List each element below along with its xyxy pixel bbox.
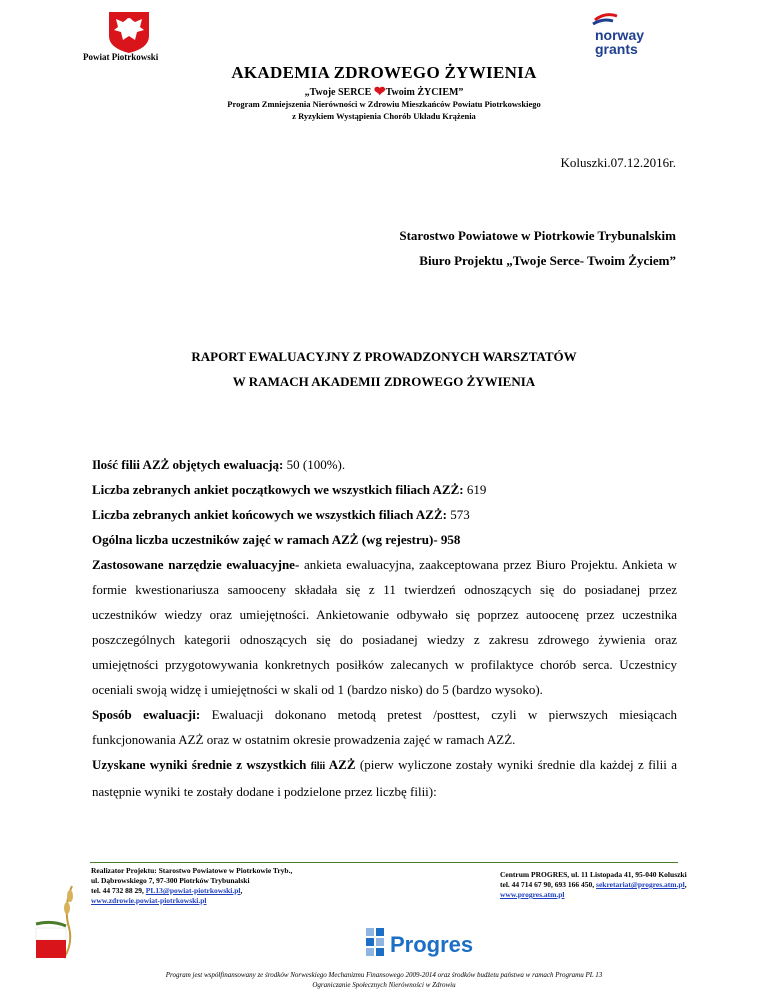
norway-grants-icon: [585, 10, 655, 58]
subtitle-part-1: „Twoje SERCE: [304, 87, 374, 98]
footer-centrum: Centrum PROGRES, ul. 11 Listopada 41, 95-040 Koluszki tel. 44 714 67 90, 693 166 450, sekretariat@progres.atm.pl, www.progres.atm.pl: [500, 870, 687, 899]
progres-grid-icon: [366, 928, 384, 956]
realizer-email-link[interactable]: PL13@powiat-piotrkowski.pl: [145, 886, 241, 895]
centrum-email-link[interactable]: sekretariat@progres.atm.pl: [596, 880, 685, 889]
paragraph-method: Sposób ewaluacji: Ewaluacji dokonano metodą pretest /posttest, czyli w pierwszych miesiącach funkcjonowania AZŻ oraz w ostatnim okresie prowadzenia zajęć w ramach AZŻ.: [92, 707, 678, 747]
funding-note: Program jest współfinansowany ze środków Norweskiego Mechanizmu Finansowego 2009-2014 oraz środków budżetu państwa w ramach Programu PL 13 Ograniczanie Społecznych Nierówności w Zdrowiu: [165, 971, 603, 989]
county-coat-of-arms-icon: [106, 10, 152, 54]
paragraph-results: Uzyskane wyniki średnie z wszystkich filii AZŻ (pierw wyliczone zostały wyniki średnie dla każdej z filii a następnie wyniki te zostały dodane i podzielone przez liczbę filii):: [92, 757, 677, 799]
recipient-line-2: Biuro Projektu „Twoje Serce- Twoim Życiem”: [419, 253, 676, 268]
stat-branches: Ilość filii AZŻ objętych ewaluacją: 50 (100%).: [92, 457, 346, 472]
subtitle-part-2: Twoim ŻYCIEM”: [385, 87, 464, 98]
recipient-line-1: Starostwo Powiatowe w Piotrkowie Trybunalskim: [399, 228, 676, 243]
grants-text: grants: [595, 41, 638, 57]
stat-participants: Ogólna liczba uczestników zajęć w ramach AZŻ (wg rejestru)- 958: [92, 532, 461, 547]
report-title-line-1: RAPORT EWALUACYJNY Z PROWADZONYCH WARSZTATÓW: [191, 349, 577, 364]
program-line-2: z Ryzykiem Wystąpienia Chorób Układu Krążenia: [292, 111, 476, 121]
realizer-website-link[interactable]: www.zdrowie.powiat-piotrkowski.pl: [91, 896, 207, 905]
paragraph-tool: Zastosowane narzędzie ewaluacyjne- ankieta ewaluacyjna, zaakceptowana przez Biuro Projektu. Ankieta w formie kwestionariusza samooceny składała się z 11 twierdzeń odnoszących się do posiadanej przez uczestników wiedzy oraz umiejętności. Ankietowanie odbywało się poprzez autoocenę przez uczestnika poszczególnych kategorii odnoszących się do posiadanej wiedzy z zakresu zdrowego żywienia oraz umiejętności przygotowywania konkretnych posiłków zalecanych w profilaktyce chorób serca. Uczestnicy oceniali swoją widzę i umiejętności w skali od 1 (bardzo nisko) do 5 (bardzo wysoko).: [92, 557, 678, 697]
stat-final-surveys: Liczba zebranych ankiet końcowych we wszystkich filiach AZŻ: 573: [92, 507, 470, 522]
footer-divider: [90, 862, 678, 863]
report-title-line-2: W RAMACH AKADEMII ZDROWEGO ŻYWIENIA: [232, 374, 536, 389]
letter-date: Koluszki.07.12.2016r.: [560, 155, 676, 170]
program-line-1: Program Zmniejszenia Nierówności w Zdrowiu Mieszkańców Powiatu Piotrkowskiego: [227, 99, 541, 109]
footer-realizer: Realizator Projektu: Starostwo Powiatowe w Piotrkowie Tryb., ul. Dąbrowskiego 7, 97-300 Piotrków Trybunalski tel. 44 732 88 29, PL13@powiat-piotrkowski.pl, www.zdrowie.powiat-piotrkowski.pl: [91, 866, 293, 905]
progres-logo: [366, 924, 480, 958]
centrum-website-link[interactable]: www.progres.atm.pl: [500, 890, 565, 899]
heart-icon: ❤: [373, 85, 386, 100]
county-name: Powiat Piotrkowski: [83, 52, 159, 62]
norway-grants-logo: [585, 10, 655, 58]
stat-initial-surveys: Liczba zebranych ankiet początkowych we wszystkich filiach AZŻ: 619: [92, 482, 487, 497]
report-body: [92, 452, 677, 804]
norway-text: norway: [595, 27, 645, 43]
progres-text: Progres: [390, 932, 474, 957]
wheat-flag-logo-icon: [34, 884, 82, 960]
academy-title: AKADEMIA ZDROWEGO ŻYWIENIA: [231, 63, 537, 82]
program-name: [0, 98, 768, 122]
